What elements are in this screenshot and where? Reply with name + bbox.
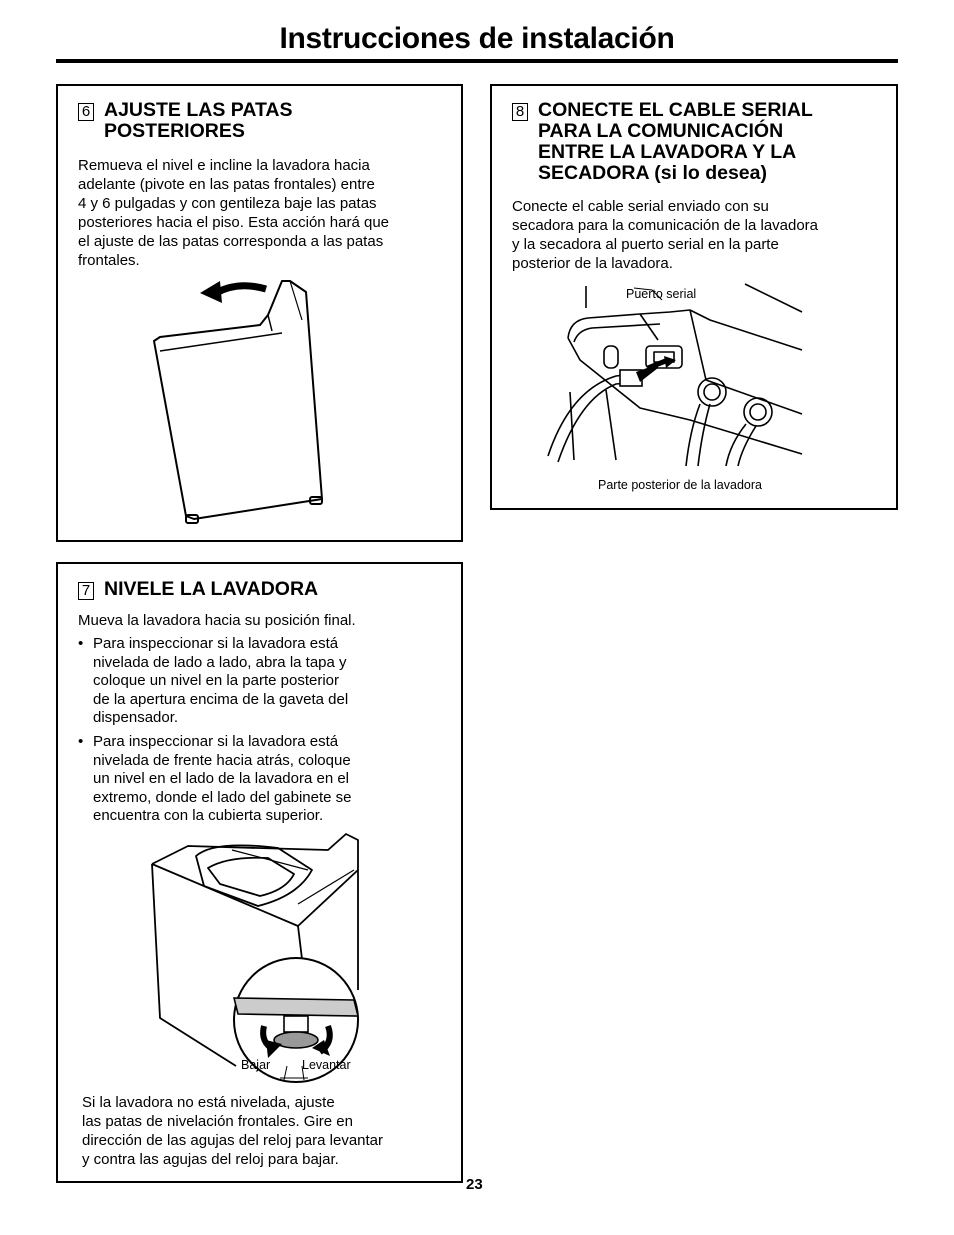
tilted-washer-illustration bbox=[150, 275, 340, 530]
step8-number: 8 bbox=[512, 103, 528, 121]
washer-back-label: Parte posterior de la lavadora bbox=[598, 478, 762, 492]
title-rule bbox=[56, 59, 898, 63]
step7-number: 7 bbox=[78, 582, 94, 600]
step7-intro: Mueva la lavadora hacia su posición final. bbox=[78, 612, 356, 629]
step7-heading: NIVELE LA LAVADORA bbox=[104, 578, 319, 600]
step6-header bbox=[78, 100, 293, 142]
list-item: • Para inspeccionar si la lavadora está nivelada de lado a lado, abra la tapa y coloque un nivel en la parte posterior de la apertura encima de la gaveta del dispensador. bbox=[78, 635, 448, 728]
leveling-washer-illustration bbox=[148, 830, 363, 1080]
serial-cable-illustration bbox=[540, 280, 802, 466]
serial-port-label: Puerto serial bbox=[626, 287, 697, 301]
step6-number: 6 bbox=[78, 103, 94, 121]
lower-label: Bajar bbox=[241, 1058, 271, 1072]
step8-header bbox=[512, 100, 813, 184]
step7-header bbox=[78, 579, 318, 600]
step8-body: Conecte el cable serial enviado con su secadora para la comunicación de la lavadora y la secadora al puerto serial en la parte posterior de la lavadora. bbox=[512, 198, 819, 272]
step8-heading: CONECTE EL CABLE SERIAL PARA LA COMUNICACIÓN ENTRE LA LAVADORA Y LA SECADORA (si lo desea) bbox=[538, 99, 813, 184]
page-title: Instrucciones de instalación bbox=[279, 22, 675, 55]
step7-footer: Si la lavadora no está nivelada, ajuste las patas de nivelación frontales. Gire en dirección de las agujas del reloj para levantar y contra las agujas del reloj para bajar. bbox=[82, 1094, 384, 1168]
step6-body: Remueva el nivel e incline la lavadora hacia adelante (pivote en las patas frontales) entre 4 y 6 pulgadas y con gentileza baje las patas posteriores hacia el piso. Esta acción hará que el ajuste de las patas corresponda a las patas frontales. bbox=[78, 157, 390, 269]
raise-label: Levantar bbox=[302, 1058, 351, 1072]
step6-heading: AJUSTE LAS PATAS POSTERIORES bbox=[104, 99, 293, 142]
step7-bullet-list bbox=[78, 635, 448, 831]
list-item: • Para inspeccionar si la lavadora está nivelada de frente hacia atrás, coloque un nivel en el lado de la lavadora en el extremo, donde el lado del gabinete se encuentra con la cubierta superior. bbox=[78, 733, 448, 826]
page-number: 23 bbox=[466, 1176, 483, 1193]
